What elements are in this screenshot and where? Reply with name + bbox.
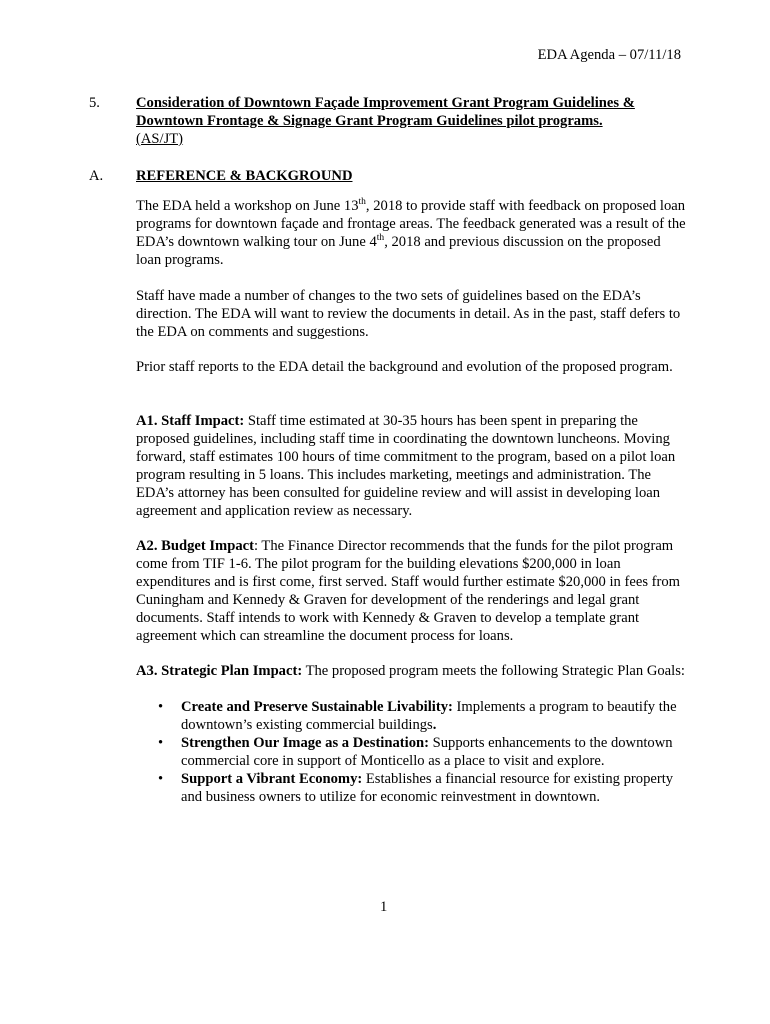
- goal-tail: .: [432, 717, 437, 733]
- background-paragraph-2: Staff have made a number of changes to the two sets of guidelines based on the EDA’s direction. The EDA will want to review the documents in detail. As in the past, staff defers to the EDA on comments and suggestions.: [136, 288, 681, 340]
- goal-label: Support a Vibrant Economy:: [181, 771, 363, 787]
- p1-superscript-2: th: [376, 233, 385, 243]
- item-title-line1: Consideration of Downtown Façade Improvement Grant Program Guidelines &: [136, 95, 635, 111]
- item-title-line2: Downtown Frontage & Signage Grant Program Guidelines pilot programs.: [136, 113, 603, 129]
- background-paragraph-3: Prior staff reports to the EDA detail the background and evolution of the proposed program.: [136, 359, 673, 375]
- goal-label: Strengthen Our Image as a Destination:: [181, 735, 429, 751]
- section-letter: A.: [89, 168, 104, 184]
- strategic-plan-label: A3. Strategic Plan Impact:: [136, 663, 303, 679]
- staff-impact-label: A1. Staff Impact:: [136, 413, 245, 429]
- goal-text: Supports enhancements to the downtown commercial core in support of Monticello as a place to visit and explore.: [181, 735, 673, 769]
- strategic-plan-paragraph: [136, 662, 686, 680]
- strategic-plan-text: The proposed program meets the following Strategic Plan Goals:: [302, 663, 685, 679]
- goal-item: [136, 734, 684, 770]
- bullet-icon: •: [158, 771, 164, 787]
- goal-text: Establishes a financial resource for existing property and business owners to utilize for economic reinvestment in downtown.: [181, 771, 674, 805]
- strategic-goals-list: [136, 698, 684, 806]
- budget-impact-label: A2. Budget Impact: [136, 538, 254, 554]
- item-initials: (AS/JT): [136, 131, 184, 147]
- staff-impact-text: Staff time estimated at 30-35 hours has been spent in preparing the proposed guidelines, including staff time in coordinating the downtown luncheons. Moving forward, staff estimates 100 hours of time commitment to the program, based on a pilot loan program resulting in 5 loans. This includes marketing, meetings and administration. The EDA’s attorney has been consulted for guideline review and will assist in developing loan agreement and application review as necessary.: [136, 413, 676, 519]
- goal-label: Create and Preserve Sustainable Livability:: [181, 699, 453, 715]
- p1-superscript-1: th: [358, 197, 366, 207]
- section-heading: REFERENCE & BACKGROUND: [136, 168, 353, 184]
- item-number: 5.: [89, 95, 100, 111]
- page-number: 1: [380, 899, 388, 915]
- bullet-icon: •: [158, 699, 164, 715]
- item-title: [136, 94, 684, 148]
- p1-text-b: , 2018 to provide staff with feedback on proposed loan programs for downtown façade and frontage areas. The feedback generated was a result of the EDA’s downtown walking tour on June 4: [136, 198, 686, 250]
- goal-text: Implements a program to beautify the downtown’s existing commercial buildings: [181, 699, 677, 733]
- goal-item: [136, 770, 684, 806]
- budget-impact-paragraph: [136, 537, 686, 645]
- p1-text-c: , 2018 and previous discussion on the proposed loan programs.: [136, 234, 661, 268]
- p1-text-a: The EDA held a workshop on June 13: [136, 198, 359, 214]
- background-paragraph-1: [136, 197, 686, 269]
- staff-impact-paragraph: [136, 412, 686, 520]
- budget-impact-text: : The Finance Director recommends that the funds for the pilot program come from TIF 1-6. The pilot program for the building elevations $200,000 in loan expenditures and is first come, first served. Staff would further estimate $20,000 in fees from Cuningham and Kennedy & Graven for development of the renderings and legal grant documents. Staff intends to work with Kennedy & Graven to develop a template grant agreement which can streamline the document process for loans.: [136, 538, 681, 644]
- bullet-icon: •: [158, 735, 164, 751]
- goal-item: [136, 698, 684, 734]
- page-header: EDA Agenda – 07/11/18: [537, 47, 681, 63]
